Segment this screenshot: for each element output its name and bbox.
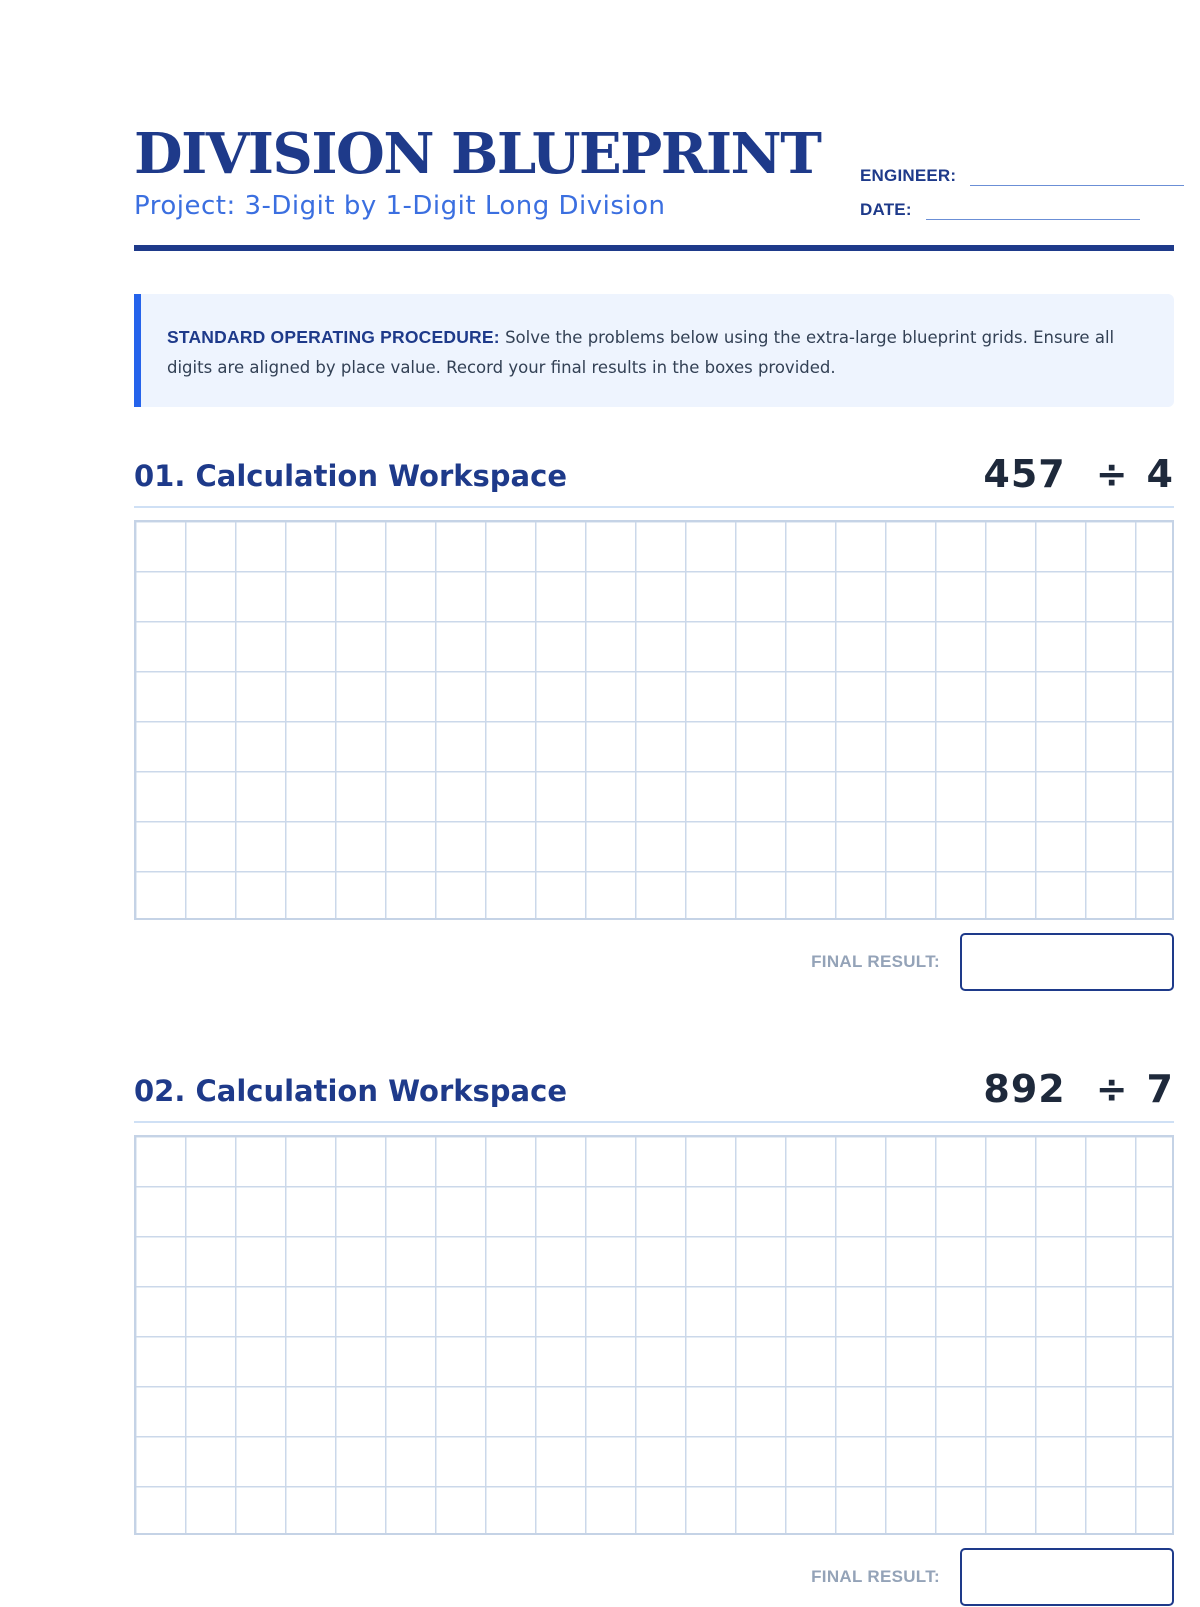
procedure-text: Solve the problems below using the extra-large blueprint grids. Ensure all digits are aligned by place value. Record your final results in the boxes provided. <box>167 328 1115 377</box>
engineer-label: ENGINEER: <box>860 166 957 185</box>
engineer-input-line[interactable] <box>970 167 1184 186</box>
problem-divider <box>134 1121 1174 1123</box>
divide-operator: ÷ <box>1095 1067 1129 1111</box>
page-subtitle: Project: 3-Digit by 1-Digit Long Division <box>134 191 666 221</box>
problem-title: 01. Calculation Workspace <box>134 459 567 493</box>
page-title: DIVISION BLUEPRINT <box>134 121 821 187</box>
final-result-box[interactable] <box>960 1548 1174 1606</box>
date-field <box>860 200 1140 220</box>
date-label: DATE: <box>860 200 912 219</box>
final-result-label: FINAL RESULT: <box>811 952 940 971</box>
final-result-label: FINAL RESULT: <box>811 1567 940 1586</box>
procedure-lead: STANDARD OPERATING PROCEDURE: <box>167 327 500 347</box>
problem-expression <box>983 1065 1174 1113</box>
final-result-box[interactable] <box>960 933 1174 991</box>
header-divider <box>134 245 1174 251</box>
divide-operator: ÷ <box>1095 452 1129 496</box>
problem-title: 02. Calculation Workspace <box>134 1074 567 1108</box>
worksheet-header <box>134 118 1174 254</box>
problem-expression <box>983 450 1174 498</box>
problem-divider <box>134 506 1174 508</box>
calculation-grid[interactable] <box>134 1135 1174 1535</box>
engineer-field <box>860 166 1184 186</box>
divisor: 7 <box>1146 1067 1174 1111</box>
dividend: 457 <box>983 452 1066 496</box>
procedure-callout <box>134 294 1174 407</box>
final-result-row <box>811 1547 1174 1607</box>
dividend: 892 <box>983 1067 1066 1111</box>
divisor: 4 <box>1146 452 1174 496</box>
date-input-line[interactable] <box>926 201 1140 220</box>
final-result-row <box>811 932 1174 992</box>
calculation-grid[interactable] <box>134 520 1174 920</box>
